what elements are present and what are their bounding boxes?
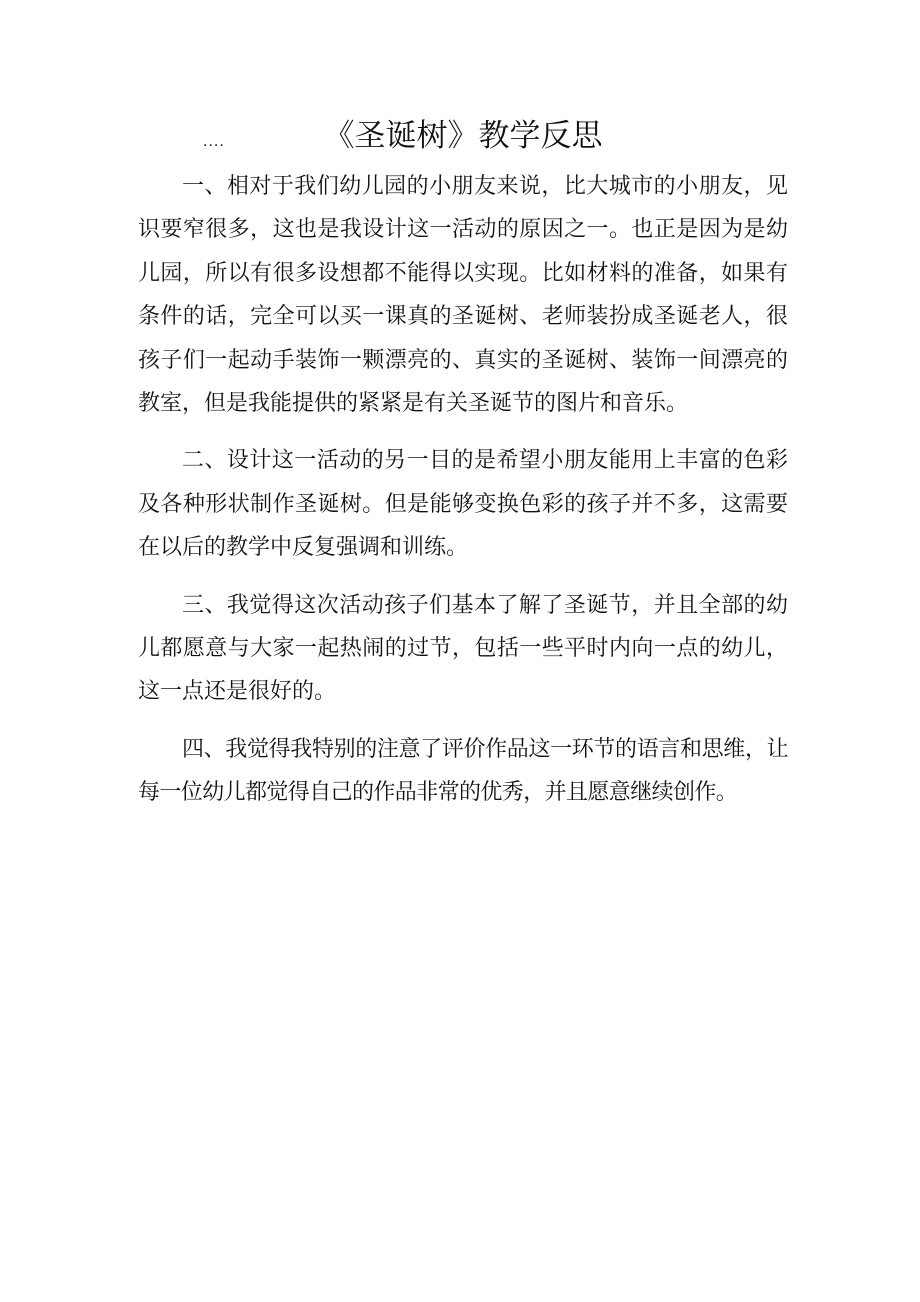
paragraph-4: 四、我觉得我特别的注意了评价作品这一环节的语言和思维，让每一位幼儿都觉得自己的作品非常的优秀，并且愿意继续创作。: [138, 736, 788, 806]
document-body: [138, 165, 788, 829]
paragraph-3: 三、我觉得这次活动孩子们基本了解了圣诞节，并且全部的幼儿都愿意与大家一起热闹的过节，包括一些平时内向一点的幼儿，这一点还是很好的。: [138, 592, 788, 705]
header-marker: ....: [203, 134, 225, 150]
page-title: 《圣诞树》教学反思: [323, 118, 603, 154]
paragraph-1: 一、相对于我们幼儿园的小朋友来说，比大城市的小朋友，见识要窄很多，这也是我设计这一活动的原因之一。也正是因为是幼儿园，所以有很多设想都不能得以实现。比如材料的准备，如果有条件的话，完全可以买一课真的圣诞树、老师装扮成圣诞老人，很孩子们一起动手装饰一颗漂亮的、真实的圣诞树、装饰一间漂亮的教室，但是我能提供的紧紧是有关圣诞节的图片和音乐。: [138, 174, 788, 417]
paragraph-2: 二、设计这一活动的另一目的是希望小朋友能用上丰富的色彩及各种形状制作圣诞树。但是能够变换色彩的孩子并不多，这需要在以后的教学中反复强调和训练。: [138, 448, 788, 561]
